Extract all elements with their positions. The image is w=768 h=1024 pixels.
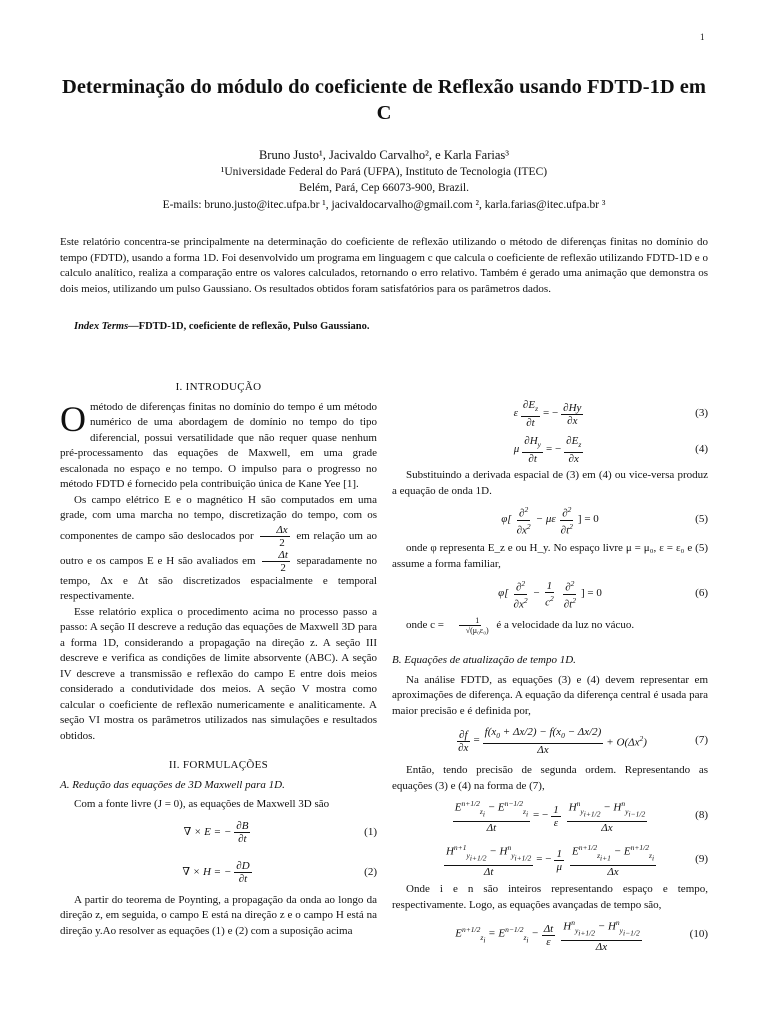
equation-2-number: (2) xyxy=(364,865,377,878)
equation-1: ∇ × E = − $\frac{\partial B}{\partial t}$ (1) xyxy=(183,820,377,845)
subsection-a-heading: A. Redução das equações de 3D Maxwell para 1D. xyxy=(60,778,285,791)
affiliation-2: Belém, Pará, Cep 66073-900, Brazil. xyxy=(299,182,469,194)
intro-paragraph-3: Esse relatório explica o procedimento acima no processo passo a passo: A seção II descreve a redução das equações de Maxwell 3D para a forma 1D, considerando a propagação na direção z. A seção III descreve e verifica as condições de limite absorvente (ABC). A seção IV descreve a transmissão e reflexão do campo E entre dois meios considerado a condutividade dos meios. A seção V mostra como calcular o coeficiente de reflexão numericamente e analiticamente. A seção VI mostra os parâmetros utilizados nas simulações e resultados obtidos. xyxy=(60,605,377,742)
right-column xyxy=(392,396,708,957)
formulation-paragraph-1: Com a fonte livre (J = 0), as equações de Maxwell 3D são xyxy=(74,798,330,810)
index-terms xyxy=(60,321,722,332)
equation-3-number: (3) xyxy=(695,407,708,420)
section-2-heading: II. FORMULAÇÕES xyxy=(168,759,269,771)
equation-9: $\frac{H^{n+1}_{y_{i+1/2}} - H^n_{y_{i+1/2}}}{\Delta t}$ = − $\frac{1}{\mu}$ $\frac{E^{n+1/2}_{z_{i+1}} - E^{n+1/2}_{z_i}}{\Delta x}$ (9) xyxy=(445,843,708,878)
equation-7-number: (7) xyxy=(695,734,708,747)
abstract: Este relatório concentra-se principalmente na determinação do coeficiente de reflexão utilizando o método de diferenças finitas no domínio do tempo (FDTD), usando a forma 1D. Foi desenvolvido um programa em linguagem c que calcula o coeficiente de reflexão utilizando FDTD-1D e o calculo analítico, realiza a comparação entre os valores calculados, retornando o erro relativo. Também é gerado uma animação que demonstra os dois meios, utilizando um pulso Gaussiano. Os resultados obtidos foram satisfatórios para os parâmetros dados. xyxy=(60,236,708,295)
delta-x-half: $\frac{\Delta x}{2}$ xyxy=(260,524,289,549)
emails-line: E-mails: bruno.justo@itec.ufpa.br ¹, jacivaldocarvalho@gmail.com ², karla.farias@itec.ufpa.br ³ xyxy=(162,198,606,211)
paper-title: Determinação do módulo do coeficiente de Reflexão usando FDTD-1D em C xyxy=(62,76,706,124)
equation-10-number: (10) xyxy=(689,928,708,941)
equation-9-number: (9) xyxy=(695,853,708,866)
equation-8: $\frac{E^{n+1/2}_{z_i} - E^{n-1/2}_{z_i}}{\Delta t}$ = − $\frac{1}{\varepsilon}$ $\frac{H^n_{y_{i+1/2}} - H^n_{y_{i-1/2}}}{\Delta x}$ (8) xyxy=(454,799,708,834)
equation-10: $E^{n+1/2}_{z_i} = E^{n-1/2}_{z_i}$ − $\frac{\Delta t}{\varepsilon}$ $\frac{H^n_{y_{i+1/2}} - H^n_{y_{i-1/2}}}{\Delta x}$ (10) xyxy=(455,918,708,953)
speed-of-light-paragraph: onde c = $\frac{1}{\text{√(μ₀ε₀)}}$ é a velocidade da luz no vácuo. xyxy=(406,616,635,635)
subsection-b-heading: B. Equações de atualização de tempo 1D. xyxy=(392,654,576,666)
page-number: 1 xyxy=(700,32,705,42)
equation-5: φ[ $\frac{\partial^2}{\partial x^2}$ − με $\frac{\partial^2}{\partial t^2}$ ] = 0 (5) xyxy=(501,504,708,537)
second-order-paragraph: Então, tendo precisão de segunda ordem. Representando as equações (3) e (4) na forma de (7), xyxy=(392,764,708,792)
index-terms-text: —FDTD-1D, coeficiente de reflexão, Pulso Gaussiano. xyxy=(128,321,370,332)
author-block xyxy=(60,147,708,213)
authors-line: Bruno Justo¹, Jacivaldo Carvalho², e Karla Farias³ xyxy=(258,148,510,162)
intro-paragraph-2: Os campo elétrico E e o magnético H são computados em uma grade, com uma marcha no tempo, discretização do tempo, com os componentes de campo são deslocados por $\frac{\Delta x}{2}$ em relação um ao outro e os campos E e H são avaliados em $\frac{\Delta t}{2}$ separadamente no tempo, Δx e Δt são discretizados espacialmente e temporal respectivamente. xyxy=(60,493,378,602)
equation-7: $\frac{\partial f}{\partial x}$ = $\frac{f(x_0 + \Delta x/2) - f(x_0 - \Delta x/2)}{\Delta x}$ + $O(\Delta x^2)$ (7) xyxy=(458,726,708,756)
equation-1-number: (1) xyxy=(364,825,377,838)
section-1-heading: I. INTRODUÇÃO xyxy=(175,381,262,393)
wave-equation-paragraph: Substituindo a derivada espacial de (3) em (4) ou vice-versa produz a equação de onda 1D. xyxy=(392,469,708,497)
equation-6: φ[ $\frac{\partial^2}{\partial x^2}$ − $\frac{1}{c^2}$ $\frac{\partial^2}{\partial t^2}$ ] = 0 (6) xyxy=(498,578,708,611)
delta-t-half: $\frac{\Delta t}{2}$ xyxy=(262,549,290,574)
equation-8-number: (8) xyxy=(695,809,708,822)
affiliation-1: ¹Universidade Federal do Pará (UFPA), Instituto de Tecnologia (ITEC) xyxy=(220,165,548,178)
fdtd-paragraph: Na análise FDTD, as equações (3) e (4) devem representar em aproximações de diferença. A equação da diferença central é usada para maior precisão e é definida por, xyxy=(392,673,708,717)
equation-4-number: (4) xyxy=(695,443,708,456)
formulation-paragraph-2: A partir do teorema de Poynting, a propagação da onda ao longo da direção z, em seguida, o campo E está na direção z e o campo H está na direção y.Ao resolver as equações (1) e (2) com a suposição acima xyxy=(60,893,377,937)
equation-3: ε $\frac{\partial E_z}{\partial t}$ = − $\frac{\partial Hy}{\partial x}$ (3) xyxy=(513,399,708,429)
index-terms-label: Index Terms xyxy=(74,321,129,332)
drop-cap: O xyxy=(60,398,86,439)
equation-5-number: (5) xyxy=(695,513,708,526)
phi-definition-paragraph: onde φ representa E_z e ou H_y. No espaço livre μ = μ₀, ε = ε₀ e (5) assume a forma familiar, xyxy=(392,542,708,570)
left-column xyxy=(60,380,377,939)
equation-2: ∇ × H = − $\frac{\partial D}{\partial t}$ (2) xyxy=(182,860,377,885)
integers-paragraph: Onde i e n são inteiros representando espaço e tempo, respectivamente. Logo, as equações avançadas de tempo são, xyxy=(392,883,708,911)
equation-4: μ $\frac{\partial H_y}{\partial t}$ = − $\frac{\partial E_z}{\partial x}$ (4) xyxy=(513,435,708,465)
intro-paragraph-1: Ométodo de diferenças finitas no domínio do tempo é um método numérico de uma abordagem de domínio no tempo do tipo diferencial, possui versatilidade que não requer quase nenhum pré-processamento das equações de Maxwell, em uma grade escalonada no espaço e no tempo. O impulso para o progresso no método FDTD é fornecido pela contribuição única de Kane Yee [1]. xyxy=(60,398,377,490)
equation-6-number: (6) xyxy=(695,587,708,600)
